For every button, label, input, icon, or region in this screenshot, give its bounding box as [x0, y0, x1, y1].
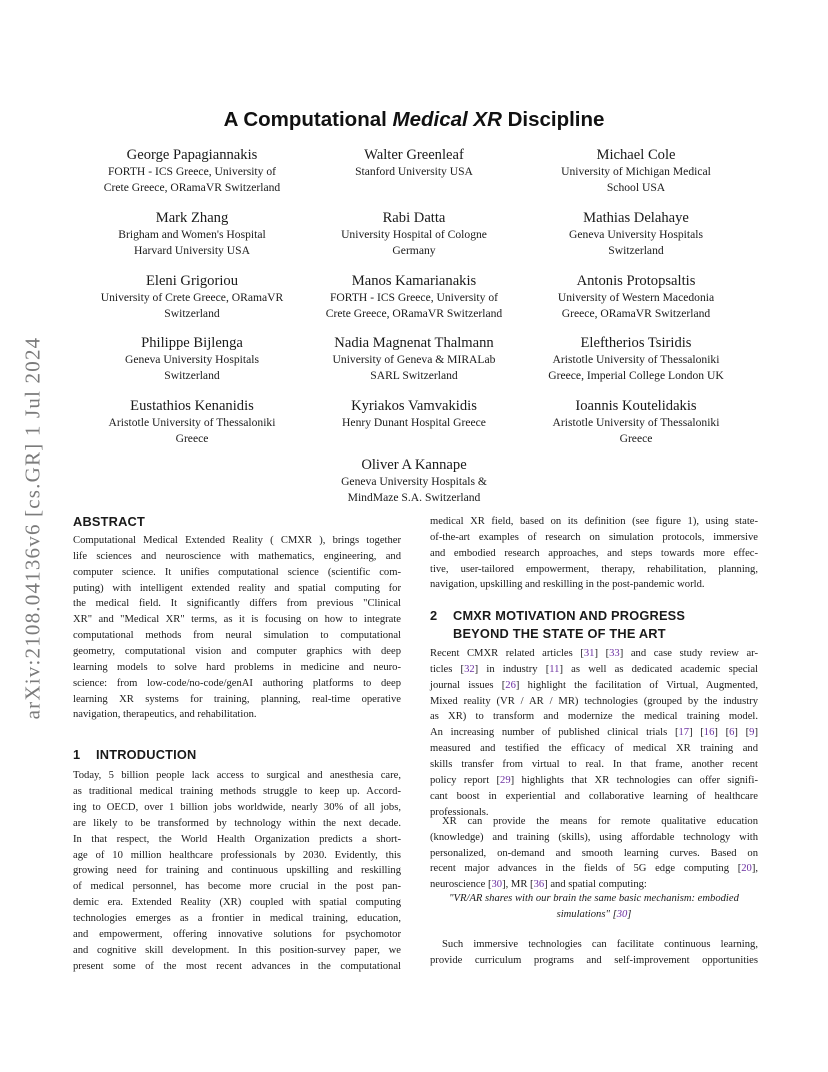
- author-name: Michael Cole: [596, 147, 676, 163]
- title-part: Discipline: [501, 108, 605, 131]
- section-number: 1: [73, 747, 81, 762]
- author-affiliation: Greece: [619, 432, 653, 445]
- text-line: journal issues [26] highlight the facilitation of Virtual, Augmented,: [430, 679, 758, 691]
- text-line: (knowledge) and training (skills), using affordable technology with: [430, 831, 758, 843]
- text-line: XR can provide the means for remote qualitative education: [442, 816, 758, 827]
- author-affiliation: School USA: [606, 181, 666, 194]
- author-entry: [73, 146, 311, 196]
- section-title-line: BEYOND THE STATE OF THE ART: [453, 626, 666, 641]
- text-line: computer science. It unifies computational science (scientific com-: [73, 566, 401, 578]
- section-title-line: CMXR MOTIVATION AND PROGRESS: [453, 608, 686, 623]
- text-line: technologies emerges as a frontier in medical training, education,: [73, 913, 401, 925]
- author-name: Ioannis Koutelidakis: [575, 398, 697, 414]
- author-affiliation: MindMaze S.A. Switzerland: [347, 491, 481, 504]
- text-line: XR" and "Medical XR" terms, as it is focusing on how to integrate: [73, 614, 401, 626]
- text-line: cant boost in experiential and collaborative learning of healthcare: [430, 790, 758, 802]
- paper-title: [0, 108, 828, 132]
- author-name: Eleftherios Tsiridis: [580, 335, 692, 351]
- text-line: ing to OECD, over 1 billion jobs worldwide, nearly 30% of all jobs,: [73, 801, 401, 813]
- author-name: Eleni Grigoriou: [145, 273, 238, 289]
- citation-number[interactable]: 20: [741, 863, 752, 875]
- text-line: personalized, on-demand and smooth learning curves. Based on: [430, 847, 758, 859]
- author-affiliation: Stanford University USA: [355, 165, 473, 178]
- author-affiliation: Crete Greece, ORamaVR Switzerland: [103, 181, 281, 194]
- citation-number[interactable]: 16: [703, 727, 715, 739]
- citation-number[interactable]: 32: [464, 663, 475, 675]
- author-name: George Papagiannakis: [126, 147, 258, 163]
- text-line: navigation, therapeutics, and rehabilitation.: [73, 709, 257, 721]
- author-affiliation: University of Western Macedonia: [557, 291, 715, 304]
- arxiv-identifier: arXiv:2108.04136v6 [cs.GR] 1 Jul 2024: [20, 336, 45, 720]
- author-affiliation: Switzerland: [164, 307, 220, 320]
- author-affiliation: Germany: [392, 244, 436, 257]
- quote-line-citation: simulations" [30]: [556, 909, 632, 920]
- text-line: Mixed reality (VR / AR / MR) technologies (grouped by the industry: [430, 695, 758, 707]
- citation-number[interactable]: 29: [500, 774, 511, 786]
- author-affiliation: Switzerland: [164, 369, 220, 382]
- quote-line: "VR/AR shares with our brain the same basic mechanism: embodied: [449, 893, 739, 904]
- text-line: Such immersive technologies can facilitate continuous learning,: [442, 939, 758, 950]
- text-line: growing need for training and continuous upskilling and reskilling: [73, 865, 401, 877]
- section-2-heading: [430, 607, 685, 643]
- title-part: A Computational: [223, 108, 393, 131]
- citation-number[interactable]: 36: [533, 879, 545, 891]
- author-affiliation: Aristotle University of Thessaloniki: [108, 416, 276, 429]
- author-entry: [73, 334, 311, 384]
- text-line: medical XR field, based on its definition (see figure 1), using state-: [430, 516, 758, 527]
- text-line: of-the-art examples of research on simulation protocols, immersive: [430, 531, 758, 543]
- text-line: skills transfer from virtual to real. In that frame, another recent: [430, 758, 758, 770]
- citation-number[interactable]: 33: [609, 648, 620, 659]
- citation-number[interactable]: 30: [616, 909, 628, 920]
- text-line: and empowerment, offering innovative solutions for psychomotor: [73, 929, 401, 940]
- citation-number[interactable]: 17: [678, 727, 690, 739]
- text-line: neuroscience [30], MR [36] and spatial computing:: [430, 879, 647, 891]
- text-line: tive, user-tailored empowerment, therapy, rehabilitation, planning,: [430, 563, 758, 575]
- text-line: Recent CMXR related articles [31] [33] and case study review ar-: [430, 648, 758, 659]
- author-affiliation: Greece: [175, 432, 209, 445]
- citation-number[interactable]: 11: [549, 663, 560, 675]
- author-name: Philippe Bijlenga: [141, 335, 243, 351]
- author-name: Walter Greenleaf: [364, 147, 464, 163]
- author-entry: [73, 209, 311, 259]
- author-entry: [295, 146, 533, 180]
- text-line: learning models to solve hard problems in medicine and neuro-: [73, 661, 401, 673]
- author-entry: [517, 272, 755, 322]
- author-entry: [517, 146, 755, 196]
- text-line: recent major advances in the fields of 5G edge computing [20],: [430, 863, 758, 875]
- author-affiliation: SARL Switzerland: [370, 369, 458, 382]
- author-affiliation: University of Michigan Medical: [561, 165, 711, 178]
- text-line: and cognitive skill development. In this position-survey paper, we: [73, 944, 401, 956]
- text-line: are likely to be transformed by technology within the next decade.: [73, 817, 401, 829]
- author-entry: [295, 209, 533, 259]
- author-affiliation: FORTH - ICS Greece, University of: [107, 165, 277, 178]
- text-line: ticles [32] in industry [11] as well as dedicated academic special: [430, 663, 758, 675]
- citation-number[interactable]: 31: [583, 648, 595, 659]
- author-name: Antonis Protopsaltis: [576, 273, 696, 289]
- arxiv-side-stamp: [19, 298, 47, 758]
- author-name: Mathias Delahaye: [583, 210, 689, 226]
- text-line: measured and testified the efficacy of medical XR training and: [430, 743, 758, 755]
- section-number: 2: [430, 608, 438, 623]
- text-line: as XR) to transform and modernize the medical training model.: [430, 711, 758, 723]
- citation-number[interactable]: 26: [505, 679, 516, 691]
- author-affiliation: Switzerland: [608, 244, 664, 257]
- text-line: computational methods from neural simulation to computational: [73, 630, 401, 642]
- title-italic-part: Medical XR: [392, 108, 502, 131]
- text-line: life sciences and neuroscience with mathematics, engineering, and: [73, 550, 401, 562]
- citation-number[interactable]: 6: [729, 727, 735, 739]
- author-name: Manos Kamarianakis: [351, 273, 477, 289]
- text-line: Today, 5 billion people lack access to surgical and anesthesia care,: [73, 770, 401, 781]
- text-line: geometry, computational vision and computer graphics with deep: [73, 645, 401, 657]
- text-line: provide curriculum programs and self-improvement opportunities: [430, 954, 758, 966]
- author-name: Eustathios Kenanidis: [130, 398, 254, 414]
- text-line: the medical field. It significantly differs from previous "Clinical: [73, 598, 401, 610]
- author-affiliation: Aristotle University of Thessaloniki: [552, 416, 720, 429]
- text-line: present some of the most recent advances in the computational: [73, 960, 401, 972]
- author-affiliation: Crete Greece, ORamaVR Switzerland: [325, 307, 503, 320]
- author-affiliation: Henry Dunant Hospital Greece: [342, 416, 486, 429]
- citation-number[interactable]: 30: [491, 879, 503, 891]
- abstract-heading: ABSTRACT: [73, 514, 145, 529]
- author-affiliation: University Hospital of Cologne: [341, 228, 487, 241]
- text-line: and embodied research approaches, and steps towards more effec-: [430, 547, 758, 559]
- text-line: of medical personnel, has become more crucial in the post pan-: [73, 881, 401, 893]
- text-line: policy report [29] highlights that XR technologies can offer signifi-: [430, 774, 758, 786]
- author-affiliation: Geneva University Hospitals &: [341, 475, 487, 488]
- text-line: puting) with intelligent extended reality and spatial computing for: [73, 582, 401, 594]
- author-affiliation: University of Geneva & MIRALab: [332, 353, 496, 366]
- text-line: In that respect, the World Health Organization predicts a short-: [73, 833, 401, 845]
- text-line: Computational Medical Extended Reality ( CMXR ), brings together: [73, 535, 401, 546]
- section-title: INTRODUCTION: [96, 747, 197, 762]
- author-affiliation: Geneva University Hospitals: [569, 228, 703, 241]
- author-name: Nadia Magnenat Thalmann: [334, 335, 494, 351]
- text-line: navigation, upskilling and reskilling in the post-pandemic world.: [430, 579, 705, 591]
- section-1-heading: [73, 746, 197, 764]
- author-entry: [295, 334, 533, 384]
- author-name: Kyriakos Vamvakidis: [351, 398, 477, 414]
- author-affiliation: Harvard University USA: [134, 244, 250, 257]
- author-entry: [73, 397, 311, 447]
- text-line: age of 10 million healthcare professionals by 2030. Evidently, this: [73, 849, 401, 861]
- text-line: demic era. Extended Reality (XR) coupled with spatial computing: [73, 897, 401, 909]
- author-affiliation: Brigham and Women's Hospital: [118, 228, 266, 241]
- author-affiliation: Geneva University Hospitals: [125, 353, 259, 366]
- author-entry: [517, 334, 755, 384]
- author-entry: [517, 397, 755, 447]
- text-line: learning XR systems for training, planning, real-time operative: [73, 693, 401, 705]
- author-affiliation: Aristotle University of Thessaloniki: [552, 353, 720, 366]
- text-line: An increasing number of published clinical trials [17] [16] [6] [9]: [430, 727, 758, 739]
- author-affiliation: Greece, ORamaVR Switzerland: [561, 307, 711, 320]
- author-name: Oliver A Kannape: [361, 457, 467, 473]
- author-entry: [295, 397, 533, 431]
- author-entry: [295, 272, 533, 322]
- author-entry: [517, 209, 755, 259]
- text-line: science: from low-code/no-code/genAI authoring platforms to deep: [73, 677, 401, 689]
- author-name: Mark Zhang: [155, 210, 229, 226]
- author-name: Rabi Datta: [382, 210, 446, 226]
- author-entry: [295, 456, 533, 506]
- citation-number[interactable]: 9: [749, 727, 755, 739]
- author-affiliation: University of Crete Greece, ORamaVR: [100, 291, 284, 304]
- text-line: professionals.: [430, 806, 489, 818]
- text-line: as traditional medical training methods struggle to keep up. Accord-: [73, 785, 401, 797]
- author-entry: [73, 272, 311, 322]
- author-affiliation: FORTH - ICS Greece, University of: [329, 291, 499, 304]
- author-affiliation: Greece, Imperial College London UK: [548, 369, 724, 382]
